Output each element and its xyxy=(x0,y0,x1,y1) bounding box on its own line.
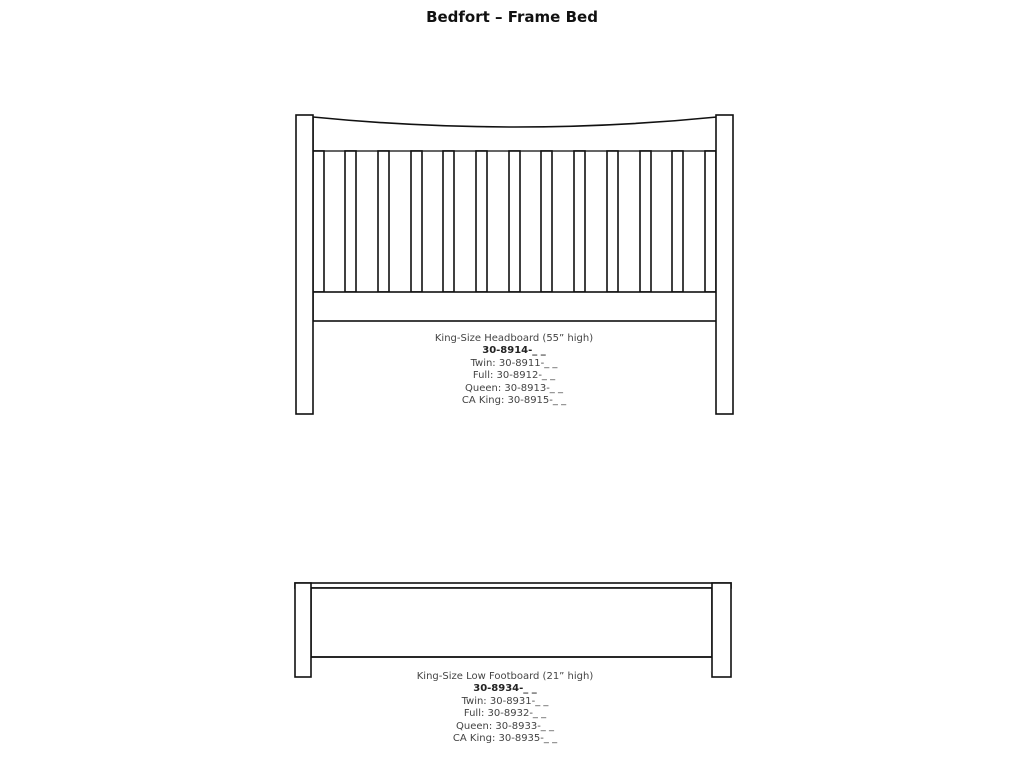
headboard-slat xyxy=(672,151,683,292)
headboard-slat xyxy=(378,151,389,292)
headboard-slat xyxy=(313,151,324,292)
headboard-slat xyxy=(345,151,356,292)
headboard-bottom-rail xyxy=(313,292,717,321)
headboard-variant-twin: Twin: 30-8911-_ _ xyxy=(470,357,558,369)
page-title: Bedfort – Frame Bed xyxy=(426,8,598,26)
headboard-variant-full: Full: 30-8912-_ _ xyxy=(472,370,556,382)
headboard-label: King-Size Headboard (55” high) xyxy=(434,333,594,344)
footboard-variant-queen: Queen: 30-8933-_ _ xyxy=(456,720,554,732)
headboard-caption xyxy=(404,333,624,407)
footboard-variant-full: Full: 30-8932-_ _ xyxy=(463,708,547,720)
footboard-code: 30-8934-_ _ xyxy=(473,683,537,695)
headboard-slat xyxy=(541,151,552,292)
footboard-caption xyxy=(395,671,615,745)
headboard-variant-queen: Queen: 30-8913-_ _ xyxy=(465,382,563,394)
footboard-left-post xyxy=(295,583,311,677)
footboard-variant-ca-king: CA King: 30-8935-_ _ xyxy=(452,733,558,745)
footboard-label: King-Size Low Footboard (21” high) xyxy=(416,671,594,682)
headboard-slat xyxy=(574,151,585,292)
headboard-left-post xyxy=(296,115,313,414)
footboard-variant-twin: Twin: 30-8931-_ _ xyxy=(461,695,549,707)
headboard-slat xyxy=(411,151,422,292)
footboard-drawing xyxy=(295,583,731,677)
headboard-top-rail xyxy=(313,117,717,151)
headboard-slat xyxy=(443,151,454,292)
headboard-slat xyxy=(640,151,651,292)
headboard-slat xyxy=(705,151,716,292)
headboard-slat xyxy=(476,151,487,292)
headboard-variant-ca-king: CA King: 30-8915-_ _ xyxy=(461,395,567,407)
footboard-right-post xyxy=(712,583,731,677)
headboard-slat xyxy=(607,151,618,292)
headboard-slat xyxy=(509,151,520,292)
headboard-code: 30-8914-_ _ xyxy=(482,345,546,357)
headboard-slats xyxy=(313,151,716,292)
footboard-panel xyxy=(311,588,712,657)
headboard-right-post xyxy=(716,115,733,414)
